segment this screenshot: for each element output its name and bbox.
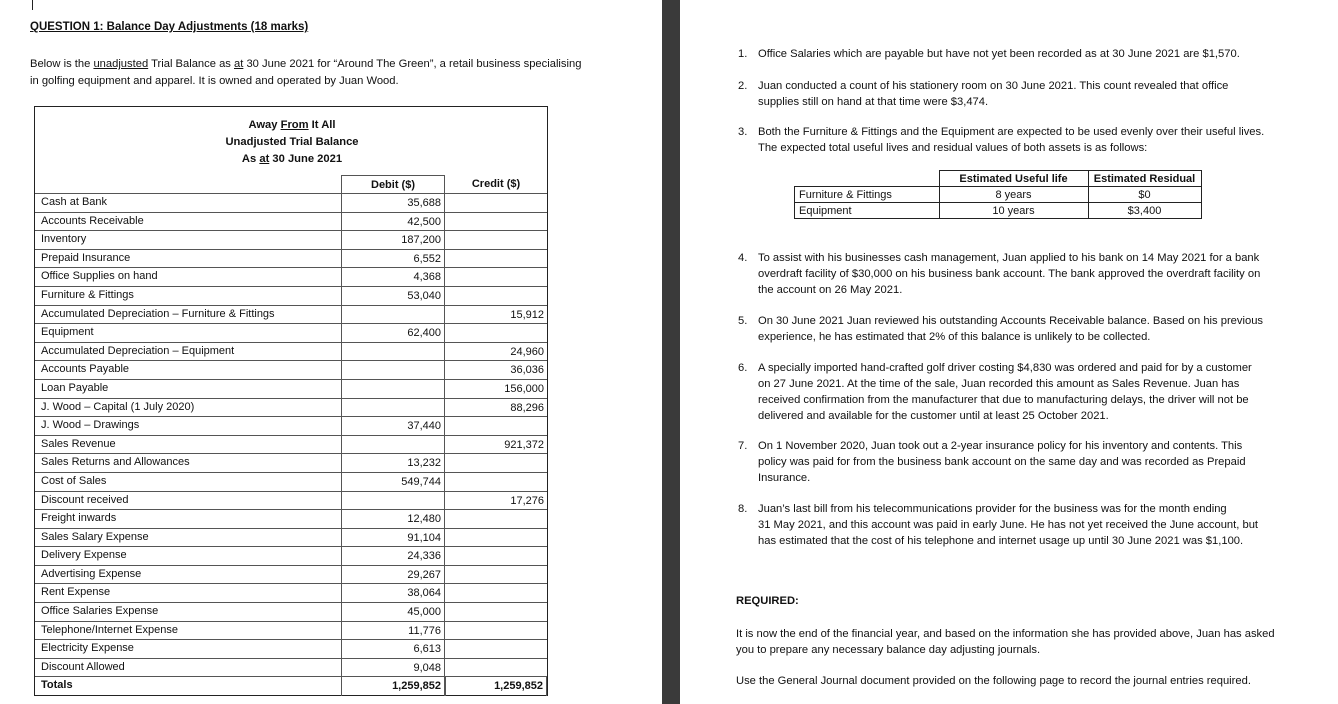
trial-balance-row — [35, 510, 547, 529]
adjustment-item-7 — [738, 438, 1318, 486]
debit-amount: 35,688 — [341, 194, 445, 212]
trial-balance-row — [35, 566, 547, 585]
item-text-line: Insurance. — [758, 472, 811, 484]
credit-amount — [445, 622, 547, 640]
account-name: Discount Allowed — [41, 660, 125, 673]
business-name: Away From It All — [248, 119, 336, 131]
trial-balance-row — [35, 417, 547, 436]
item-text-line: Office Salaries which are payable but have not yet been recorded as at 30 June 2021 are $1,570. — [758, 48, 1240, 60]
trial-balance-row — [35, 659, 547, 678]
debit-amount — [341, 306, 445, 324]
credit-amount — [445, 287, 547, 305]
credit-amount: 156,000 — [504, 382, 544, 395]
adjustment-item-2 — [738, 78, 1318, 110]
account-name: Discount received — [41, 493, 129, 506]
item-text-line: On 30 June 2021 Juan reviewed his outstanding Accounts Receivable balance. Based on his previous — [758, 315, 1264, 327]
intro-text: 30 June 2021 for “Around The Green”, a retail business specialising — [243, 58, 582, 70]
item-number: 1. — [738, 48, 748, 60]
item-text-line: delivered and available for the customer until at least 25 October 2021. — [758, 410, 1109, 422]
account-name: Delivery Expense — [41, 549, 127, 562]
trial-balance-rows — [35, 193, 547, 696]
credit-amount: 15,912 — [510, 308, 544, 321]
debit-amount: 45,000 — [341, 603, 445, 621]
credit-column-header: Credit ($) — [471, 178, 521, 190]
right-page — [680, 0, 1338, 704]
useful-life-value: 8 years — [939, 187, 1088, 203]
item-number: 4. — [738, 252, 748, 264]
debit-amount: 29,267 — [341, 566, 445, 584]
account-name: Freight inwards — [41, 512, 117, 525]
credit-amount — [445, 473, 547, 491]
credit-amount — [445, 659, 547, 677]
item-text-line: The expected total useful lives and residual values of both assets is as follows: — [758, 142, 1148, 154]
debit-amount: 9,048 — [341, 659, 445, 677]
trial-balance-row — [35, 436, 547, 455]
adjustment-item-8 — [738, 501, 1318, 549]
intro-text: Below is the — [30, 58, 94, 70]
credit-amount: 24,960 — [510, 345, 544, 358]
account-name: J. Wood – Drawings — [41, 419, 140, 432]
useful-life-value: 10 years — [939, 203, 1088, 219]
residual-value: $3,400 — [1088, 203, 1201, 219]
item-text-line: To assist with his businesses cash management, Juan applied to his bank on 14 May 2021 for a bank — [758, 252, 1260, 264]
credit-amount — [445, 250, 547, 268]
account-name: Totals — [41, 679, 73, 692]
useful-life-header: Estimated Useful life — [939, 171, 1088, 187]
account-name: Accumulated Depreciation – Furniture & Fittings — [41, 307, 275, 320]
residual-header: Estimated Residual — [1088, 171, 1201, 187]
credit-amount: 88,296 — [510, 401, 544, 414]
useful-life-table — [794, 170, 1202, 219]
account-name: Electricity Expense — [41, 642, 134, 655]
account-name: Furniture & Fittings — [41, 288, 134, 301]
debit-amount — [341, 399, 445, 417]
trial-balance-subtitle: Unadjusted Trial Balance — [225, 136, 359, 148]
credit-amount — [445, 566, 547, 584]
trial-balance-row — [35, 399, 547, 418]
debit-amount: 6,552 — [341, 250, 445, 268]
debit-amount: 187,200 — [341, 231, 445, 249]
debit-amount: 62,400 — [341, 324, 445, 342]
account-name: Advertising Expense — [41, 567, 142, 580]
item-number: 5. — [738, 315, 748, 327]
item-number: 2. — [738, 80, 748, 92]
item-text-line: On 1 November 2020, Juan took out a 2-year insurance policy for his inventory and contents. This — [758, 440, 1243, 452]
item-text-line: 31 May 2021, and this account was paid in early June. He has not yet received the June account, but — [758, 519, 1259, 531]
trial-balance-row — [35, 547, 547, 566]
debit-amount: 24,336 — [341, 547, 445, 565]
intro-at: at — [234, 58, 244, 70]
item-number: 3. — [738, 126, 748, 138]
credit-amount — [445, 547, 547, 565]
adjustment-item-5 — [738, 313, 1318, 345]
item-text-line: policy was paid for from the business bank account on the same day and was recorded as Prepaid — [758, 456, 1246, 468]
credit-amount — [445, 529, 547, 547]
intro-unadjusted: unadjusted — [93, 58, 149, 70]
useful-life-row — [795, 203, 1202, 219]
item-number: 8. — [738, 503, 748, 515]
trial-balance-row — [35, 250, 547, 269]
trial-balance-row — [35, 380, 547, 399]
credit-amount: 921,372 — [504, 438, 544, 451]
trial-balance-row — [35, 454, 547, 473]
credit-amount — [445, 640, 547, 658]
totals-row — [35, 677, 547, 696]
intro-text: Trial Balance as — [148, 58, 234, 70]
debit-amount: 6,613 — [341, 640, 445, 658]
trial-balance-table — [34, 106, 548, 696]
trial-balance-row — [35, 231, 547, 250]
adjustment-item-3 — [738, 124, 1318, 156]
item-text-line: Both the Furniture & Fittings and the Equipment are expected to be used evenly over their useful lives. — [758, 126, 1265, 138]
debit-amount — [341, 380, 445, 398]
page-divider — [662, 0, 680, 704]
trial-balance-row — [35, 213, 547, 232]
adjustment-item-1 — [738, 46, 1318, 62]
trial-balance-row — [35, 306, 547, 325]
trial-balance-row — [35, 640, 547, 659]
trial-balance-row — [35, 584, 547, 603]
trial-balance-row — [35, 492, 547, 511]
credit-amount — [445, 268, 547, 286]
credit-amount: 1,259,852 — [445, 677, 547, 696]
credit-amount — [445, 231, 547, 249]
item-text-line: received confirmation from the manufacturer that due to manufacturing delays, the driver will not be — [758, 394, 1249, 406]
trial-balance-row — [35, 343, 547, 362]
trial-balance-date: As at 30 June 2021 — [241, 153, 343, 165]
item-text-line: overdraft facility of $30,000 on his business bank account. The bank approved the overdraft facility on — [758, 268, 1261, 280]
trial-balance-heading — [35, 117, 549, 168]
debit-amount — [341, 361, 445, 379]
trial-balance-row — [35, 361, 547, 380]
required-paragraph-1: It is now the end of the financial year, and based on the information she has provided above, Juan has asked you to prepare any necessary balance day adjusting journals. — [736, 628, 1275, 656]
item-text-line: Juan conducted a count of his stationery room on 30 June 2021. This count revealed that office — [758, 80, 1229, 92]
item-text-line: has estimated that the cost of his telephone and internet usage up until 30 June 2021 was $1,100. — [758, 535, 1244, 547]
debit-amount — [341, 343, 445, 361]
adjustment-item-4 — [738, 250, 1318, 298]
debit-amount — [341, 436, 445, 454]
required-heading: REQUIRED: — [736, 595, 799, 607]
debit-amount: 37,440 — [341, 417, 445, 435]
account-name: Rent Expense — [41, 586, 111, 599]
credit-amount: 17,276 — [510, 494, 544, 507]
account-name: Loan Payable — [41, 381, 109, 394]
trial-balance-row — [35, 287, 547, 306]
trial-balance-row — [35, 603, 547, 622]
text-cursor — [32, 0, 33, 10]
item-text-line: Juan’s last bill from his telecommunications provider for the business was for the month ending — [758, 503, 1227, 515]
asset-name: Equipment — [795, 203, 940, 219]
debit-amount: 42,500 — [341, 213, 445, 231]
item-number: 6. — [738, 362, 748, 374]
credit-amount — [445, 324, 547, 342]
debit-amount: 11,776 — [341, 622, 445, 640]
account-name: Prepaid Insurance — [41, 251, 131, 264]
credit-amount — [445, 454, 547, 472]
account-name: Cash at Bank — [41, 196, 108, 208]
credit-amount — [445, 417, 547, 435]
trial-balance-row — [35, 622, 547, 641]
debit-amount — [341, 492, 445, 510]
trial-balance-row — [35, 529, 547, 548]
account-name: Inventory — [41, 233, 87, 246]
credit-amount — [445, 603, 547, 621]
debit-amount: 38,064 — [341, 584, 445, 602]
account-name: Sales Returns and Allowances — [41, 456, 190, 469]
account-name: Accounts Receivable — [41, 214, 144, 227]
account-name: Telephone/Internet Expense — [41, 623, 178, 636]
account-name: Sales Revenue — [41, 437, 116, 450]
debit-amount: 12,480 — [341, 510, 445, 528]
useful-life-row — [795, 187, 1202, 203]
debit-amount: 13,232 — [341, 454, 445, 472]
credit-amount — [445, 213, 547, 231]
debit-amount: 53,040 — [341, 287, 445, 305]
debit-amount: 91,104 — [341, 529, 445, 547]
account-name: Accumulated Depreciation – Equipment — [41, 344, 235, 357]
account-name: Office Supplies on hand — [41, 270, 158, 283]
credit-amount: 36,036 — [510, 364, 544, 377]
account-name: Equipment — [41, 326, 94, 339]
debit-amount: 4,368 — [341, 268, 445, 286]
left-page — [0, 0, 662, 704]
debit-amount: 1,259,852 — [341, 677, 445, 696]
account-name: Accounts Payable — [41, 363, 130, 376]
trial-balance-row — [35, 324, 547, 343]
intro-paragraph — [30, 56, 630, 90]
item-text-line: the account on 26 May 2021. — [758, 284, 903, 296]
item-text-line: supplies still on hand at that time were $3,474. — [758, 96, 989, 108]
useful-life-header-row — [795, 171, 1202, 187]
asset-name: Furniture & Fittings — [795, 187, 940, 203]
residual-value: $0 — [1088, 187, 1201, 203]
debit-amount: 549,744 — [341, 473, 445, 491]
trial-balance-row — [35, 473, 547, 492]
account-name: J. Wood – Capital (1 July 2020) — [41, 400, 195, 413]
item-number: 7. — [738, 440, 748, 452]
item-text-line: on 27 June 2021. At the time of the sale, Juan recorded this amount as Sales Revenue. Juan has — [758, 378, 1240, 390]
item-text-line: experience, he has estimated that 2% of this balance is unlikely to be collected. — [758, 331, 1151, 343]
debit-column-header: Debit ($) — [341, 175, 445, 193]
adjustment-item-6 — [738, 360, 1318, 424]
credit-amount — [445, 510, 547, 528]
required-paragraph-2: Use the General Journal document provided on the following page to record the journal entries required. — [736, 675, 1251, 687]
question-title: QUESTION 1: Balance Day Adjustments (18 marks) — [30, 21, 309, 33]
trial-balance-row — [35, 194, 547, 213]
credit-amount — [445, 584, 547, 602]
trial-balance-row — [35, 268, 547, 287]
account-name: Office Salaries Expense — [41, 605, 159, 618]
account-name: Sales Salary Expense — [41, 530, 149, 543]
account-name: Cost of Sales — [41, 474, 107, 487]
intro-text-line2: in golfing equipment and apparel. It is owned and operated by Juan Wood. — [30, 75, 399, 87]
credit-amount — [445, 194, 547, 212]
item-text-line: A specially imported hand-crafted golf driver costing $4,830 was ordered and paid for by a customer — [758, 362, 1252, 374]
